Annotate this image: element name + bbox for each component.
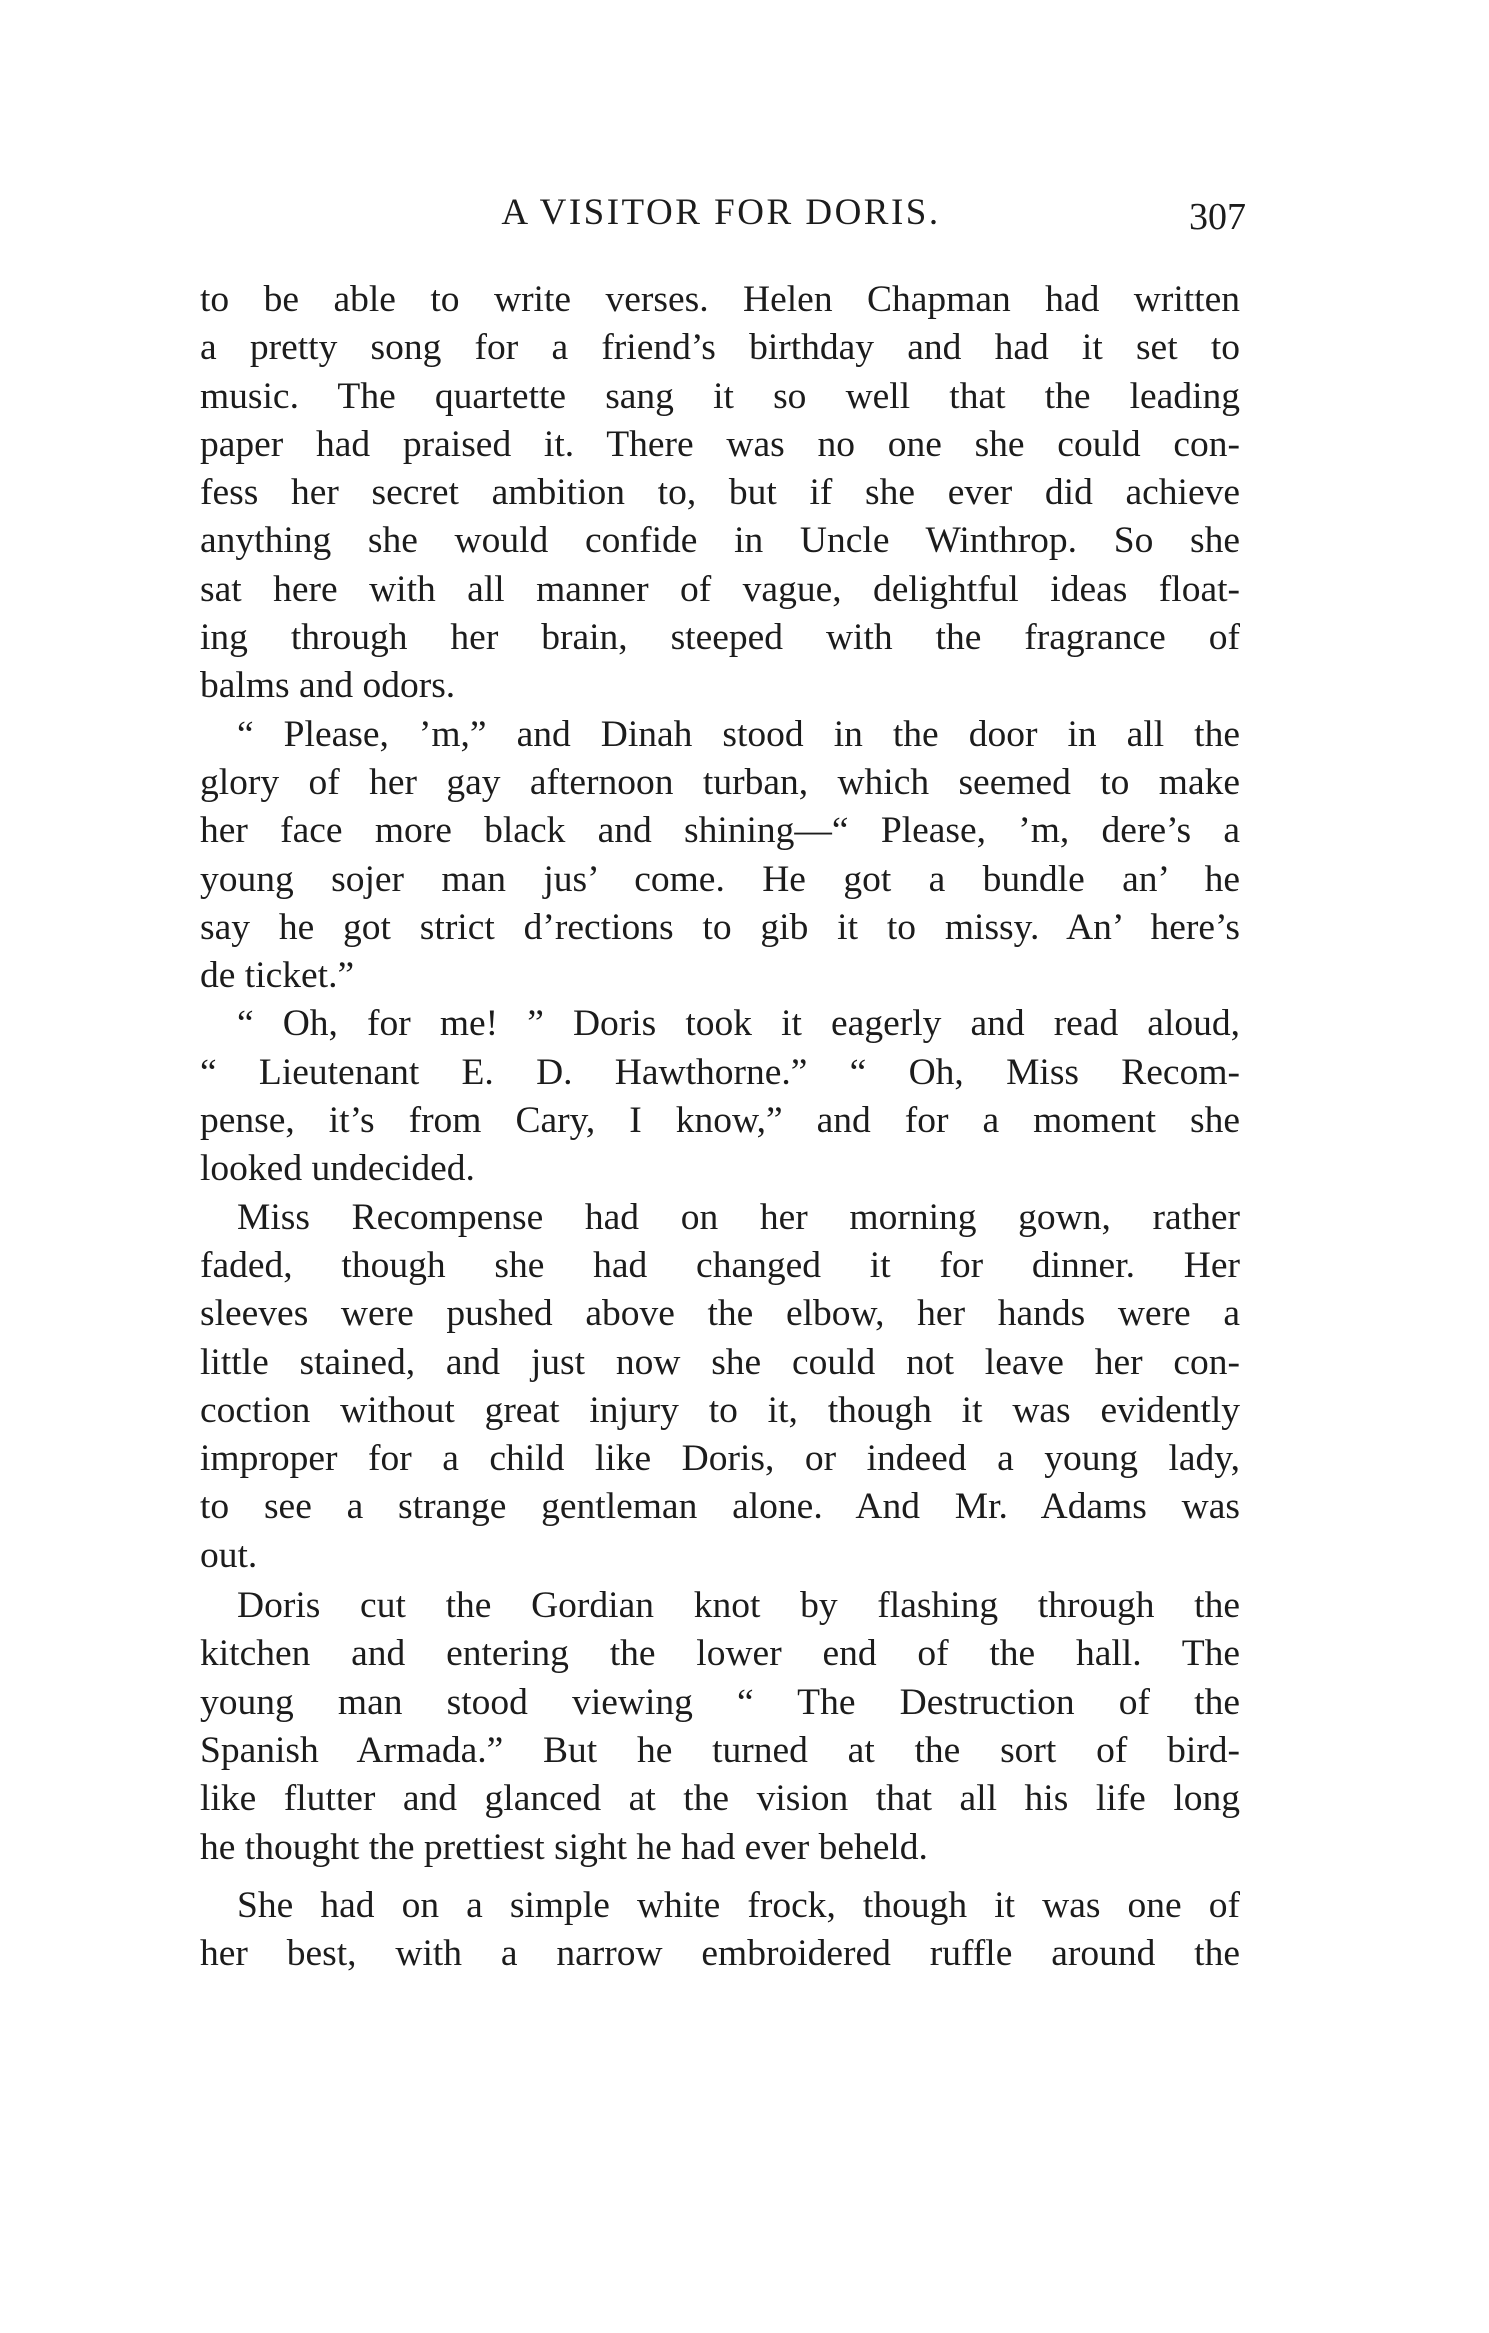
text-line: faded, though she had changed it for dinner. Her — [200, 1244, 1240, 1286]
text-line: pense, it’s from Cary, I know,” and for a moment she — [200, 1100, 1240, 1142]
text-line: looked undecided. — [200, 1148, 475, 1190]
text-line: paper had praised it. There was no one she could con- — [200, 423, 1240, 465]
text-line: like flutter and glanced at the vision that all his life long — [200, 1778, 1240, 1820]
text-line: say he got strict d’rections to gib it to missy. An’ here’s — [200, 906, 1240, 948]
text-line: fess her secret ambition to, but if she ever did achieve — [200, 472, 1240, 514]
text-line: Miss Recompense had on her morning gown, rather — [237, 1196, 1240, 1238]
text-line: improper for a child like Doris, or indeed a young lady, — [200, 1438, 1240, 1480]
text-line: her face more black and shining—“ Please, ’m, dere’s a — [200, 810, 1240, 852]
text-line: he thought the prettiest sight he had ever beheld. — [200, 1826, 928, 1868]
text-line: to be able to write verses. Helen Chapman had written — [200, 279, 1240, 320]
text-line: music. The quartette sang it so well that the leading — [200, 375, 1240, 417]
text-line: to see a strange gentleman alone. And Mr. Adams was — [200, 1486, 1240, 1528]
text-line: sleeves were pushed above the elbow, her hands were a — [200, 1293, 1240, 1335]
text-line: glory of her gay afternoon turban, which seemed to make — [200, 761, 1240, 803]
text-line: coction without great injury to it, though it was evidently — [200, 1389, 1240, 1431]
text-line: anything she would confide in Uncle Winthrop. So she — [200, 520, 1240, 562]
text-line: kitchen and entering the lower end of the hall. The — [200, 1633, 1240, 1675]
text-line: Doris cut the Gordian knot by flashing through the — [237, 1585, 1240, 1627]
text-line: “ Please, ’m,” and Dinah stood in the door in all the — [237, 713, 1240, 755]
text-line: young man stood viewing “ The Destruction of the — [200, 1681, 1240, 1723]
text-line: ing through her brain, steeped with the fragrance of — [200, 617, 1240, 659]
running-head — [196, 188, 1246, 238]
text-line: out. — [200, 1534, 258, 1576]
text-line: a pretty song for a friend’s birthday and had it set to — [200, 327, 1240, 369]
text-line: She had on a simple white frock, though it was one of — [237, 1884, 1240, 1926]
text-line: de ticket.” — [200, 955, 355, 997]
text-line: sat here with all manner of vague, delightful ideas float- — [200, 568, 1240, 610]
running-head-title: A VISITOR FOR DORIS. — [501, 192, 941, 233]
text-line: young sojer man jus’ come. He got a bundle an’ he — [200, 858, 1240, 900]
page-number: 307 — [1189, 196, 1246, 238]
text-line: balms and odors. — [200, 665, 456, 707]
body-text — [200, 276, 1240, 1978]
text-line: “ Oh, for me! ” Doris took it eagerly and read aloud, — [237, 1003, 1240, 1045]
text-line: her best, with a narrow embroidered ruffle around the — [200, 1933, 1240, 1975]
text-line: Spanish Armada.” But he turned at the sort of bird- — [200, 1729, 1240, 1771]
text-line: little stained, and just now she could not leave her con- — [200, 1341, 1240, 1383]
text-line: “ Lieutenant E. D. Hawthorne.” “ Oh, Miss Recom- — [200, 1051, 1240, 1093]
